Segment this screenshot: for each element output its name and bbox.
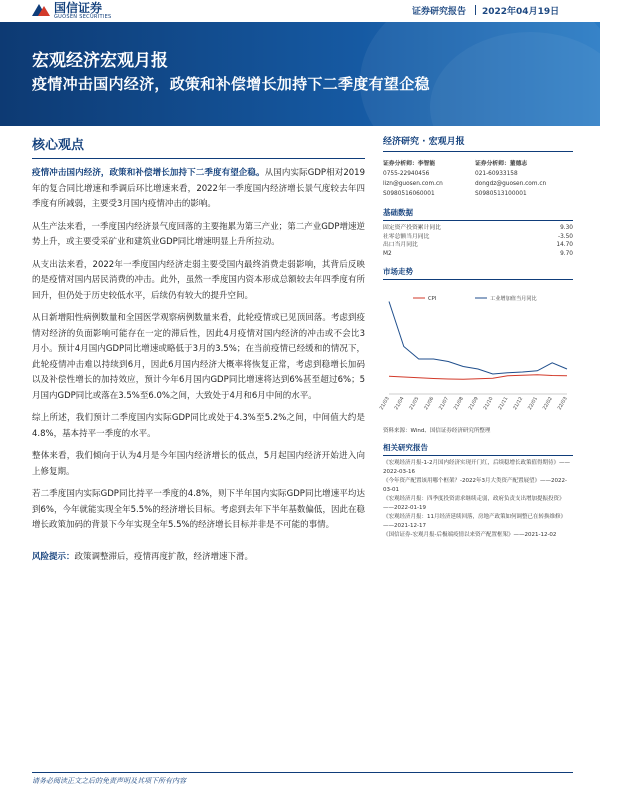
x-tick-label: 22/03	[557, 396, 569, 412]
chart-source: 资料来源：Wind、国信证券经济研究所整理	[383, 428, 491, 435]
analyst-2-email[interactable]: dongdz@guosen.com.cn	[475, 181, 547, 187]
related-report-link[interactable]: 《宏观经济月报-1-2月国内经济实现开门红，后续稳增长政策值得期待》——2022-03-16	[383, 460, 570, 476]
analyst-1-name: 证券分析师：李智能	[383, 161, 436, 167]
core-views-section	[32, 134, 365, 564]
basic-data-value: 9.30	[560, 225, 573, 231]
basic-data-value: -3.50	[558, 233, 573, 240]
analyst-1-email[interactable]: lizn@guosen.com.cn	[383, 181, 443, 187]
x-tick-label: 21/08	[453, 396, 465, 412]
x-tick-label: 21/07	[438, 396, 451, 412]
report-subtitle: 疫情冲击国内经济，政策和补偿增长加持下二季度有望企稳	[32, 75, 430, 93]
related-reports-heading: 相关研究报告	[383, 442, 573, 456]
disclaimer-footer: 请务必阅读正文之后的免责声明及其项下所有内容	[32, 777, 186, 785]
series-line-2	[389, 302, 567, 375]
basic-data-value: 14.70	[556, 242, 573, 249]
x-tick-label: 21/04	[394, 396, 406, 412]
legend-label-1: CPI	[428, 296, 437, 303]
x-tick-label: 22/02	[542, 396, 554, 412]
analyst-1-phone: 0755-22940456	[383, 171, 430, 177]
x-tick-label: 22/01	[527, 396, 540, 412]
analyst-1-cert: S0980516060001	[383, 191, 435, 197]
sidebar	[379, 134, 573, 540]
x-tick-label: 21/12	[512, 396, 525, 412]
logo-name-cn: 国信证券	[54, 1, 103, 15]
x-tick-label: 21/06	[423, 396, 436, 412]
series-line-1	[389, 375, 567, 380]
related-report-link[interactable]: 《今年资产配置该用哪个框架？-2022年3月大类资产配置展望》——2022-03-01	[383, 478, 567, 494]
basic-data-heading: 基础数据	[383, 207, 573, 221]
title-banner	[0, 22, 600, 126]
related-report-link[interactable]: 《宏观经济月报：四季度投资需求继续走弱，政府负责支出增加提振投资》——2022-01-19	[383, 496, 565, 512]
report-title: 宏观经济宏观月报	[32, 51, 168, 71]
related-report-link[interactable]: 《国信证券-宏观月报-后极端疫情以来资产配置框架》——2021-12-02	[383, 532, 557, 539]
analyst-2	[475, 159, 567, 199]
analyst-2-phone: 021-60933158	[475, 171, 518, 177]
basic-data-key: 固定资产投资累计同比	[383, 225, 441, 231]
basic-data-key: 出口当月同比	[383, 242, 418, 249]
x-tick-label: 21/03	[379, 396, 391, 412]
x-tick-label: 21/10	[483, 396, 495, 412]
section-heading-core: 核心观点	[32, 134, 365, 159]
basic-data-row	[383, 250, 573, 259]
market-trend-chart	[379, 284, 573, 424]
basic-data-table	[383, 224, 573, 258]
analyst-2-cert: S0980513100001	[475, 191, 527, 197]
analyst-2-name: 证券分析师：董德志	[475, 161, 528, 167]
related-reports-list	[383, 459, 573, 540]
paragraph-1-text: 从国内实际GDP相对2019年的复合同比增速和季调后环比增速来看，2022年一季度国内经济增长景气度较去年四季度有所减弱，主要受3月国内疫情冲击的影响。	[32, 168, 365, 209]
risk-label: 风险提示：	[32, 551, 75, 562]
footer-divider	[32, 772, 573, 773]
legend-label-2: 工业增加值当月同比	[490, 296, 537, 303]
paragraph-7: 若二季度国内实际GDP同比持平一季度的4.8%，则下半年国内实际GDP同比增速平均达到6%，今年就能实现全年5.5%的经济增长目标。考虑到去年下半年基数偏低，因此在稳增长政策加码的背景下今年实现全年5.5%的经济增长目标并非是不可能的事情。	[32, 489, 365, 530]
logo-name-en: GUOSEN SECURITIES	[54, 14, 112, 20]
basic-data-value: 9.70	[560, 250, 573, 257]
basic-data-key: 社零总额当月同比	[383, 233, 430, 240]
risk-text: 政策调整滞后，疫情再度扩散，经济增速下滑。	[74, 551, 254, 562]
risk-warning	[32, 550, 365, 564]
sidebar-heading: 经济研究 · 宏观月报	[383, 134, 573, 152]
logo-icon	[32, 4, 50, 18]
company-logo	[32, 0, 112, 22]
trend-chart-svg	[379, 284, 573, 424]
analyst-1	[383, 159, 475, 199]
x-tick-label: 21/11	[498, 396, 510, 412]
x-tick-label: 21/09	[468, 396, 480, 412]
paragraph-5: 综上所述，我们预计二季度国内实际GDP同比或处于4.3%至5.2%之间，中间值大约是4.8%，基本持平一季度的水平。	[32, 413, 365, 439]
paragraph-6: 整体来看，我们倾向于认为4月是今年国内经济增长的低点，5月起国内经济开始进入向上修复期。	[32, 451, 365, 477]
basic-data-row	[383, 233, 573, 242]
basic-data-row	[383, 241, 573, 250]
paragraph-2: 从生产法来看，一季度国内经济景气度回落的主要拖累为第三产业；第二产业GDP增速逆势上升，或主要受采矿业和建筑业GDP同比增速明显上升所拉动。	[32, 221, 365, 247]
market-trend-heading: 市场走势	[383, 266, 573, 280]
analyst-info	[383, 159, 573, 199]
basic-data-row	[383, 224, 573, 233]
paragraph-4: 从日新增阳性病例数量和全国医学观察病例数量来看，此轮疫情或已见顶回落。考虑到疫情对经济的负面影响可能存在一定的滞后性，因此4月疫情对国内经济的冲击或不会比3月小。预计4月国内GDP同比增速或略低于3月的3.5%；在当前疫情已经缓和的情况下，此轮疫情冲击难以持续到6月，因此6月国内经济大概率将恢复正常，考虑到稳增长加码以及补偿性增长的加持效应，预计今年6月国内GDP同比增速将达到6%甚至超过6%；5月国内GDP同比或落在3.5%至6.0%之间，大致处于4月和6月中间的水平。	[32, 313, 365, 401]
paragraph-1	[32, 166, 365, 213]
basic-data-key: M2	[383, 250, 392, 257]
x-tick-label: 21/05	[409, 396, 421, 412]
related-report-link[interactable]: 《宏观经济月报：11月经济延续回落，房地产政策如何调整已在转换维修》——2021-12-17	[383, 514, 567, 530]
paragraph-3: 从支出法来看，2022年一季度国内经济走弱主要受国内最终消费走弱影响，其背后反映的是疫情对国内居民消费的冲击。此外，虽然一季度国内资本形成总额较去年四季度有所回升，但仍处于历史较低水平，后续仍有较大的提升空间。	[32, 259, 365, 301]
paragraph-1-highlight: 疫情冲击国内经济，政策和补偿增长加持下二季度有望企稳。	[32, 168, 265, 178]
